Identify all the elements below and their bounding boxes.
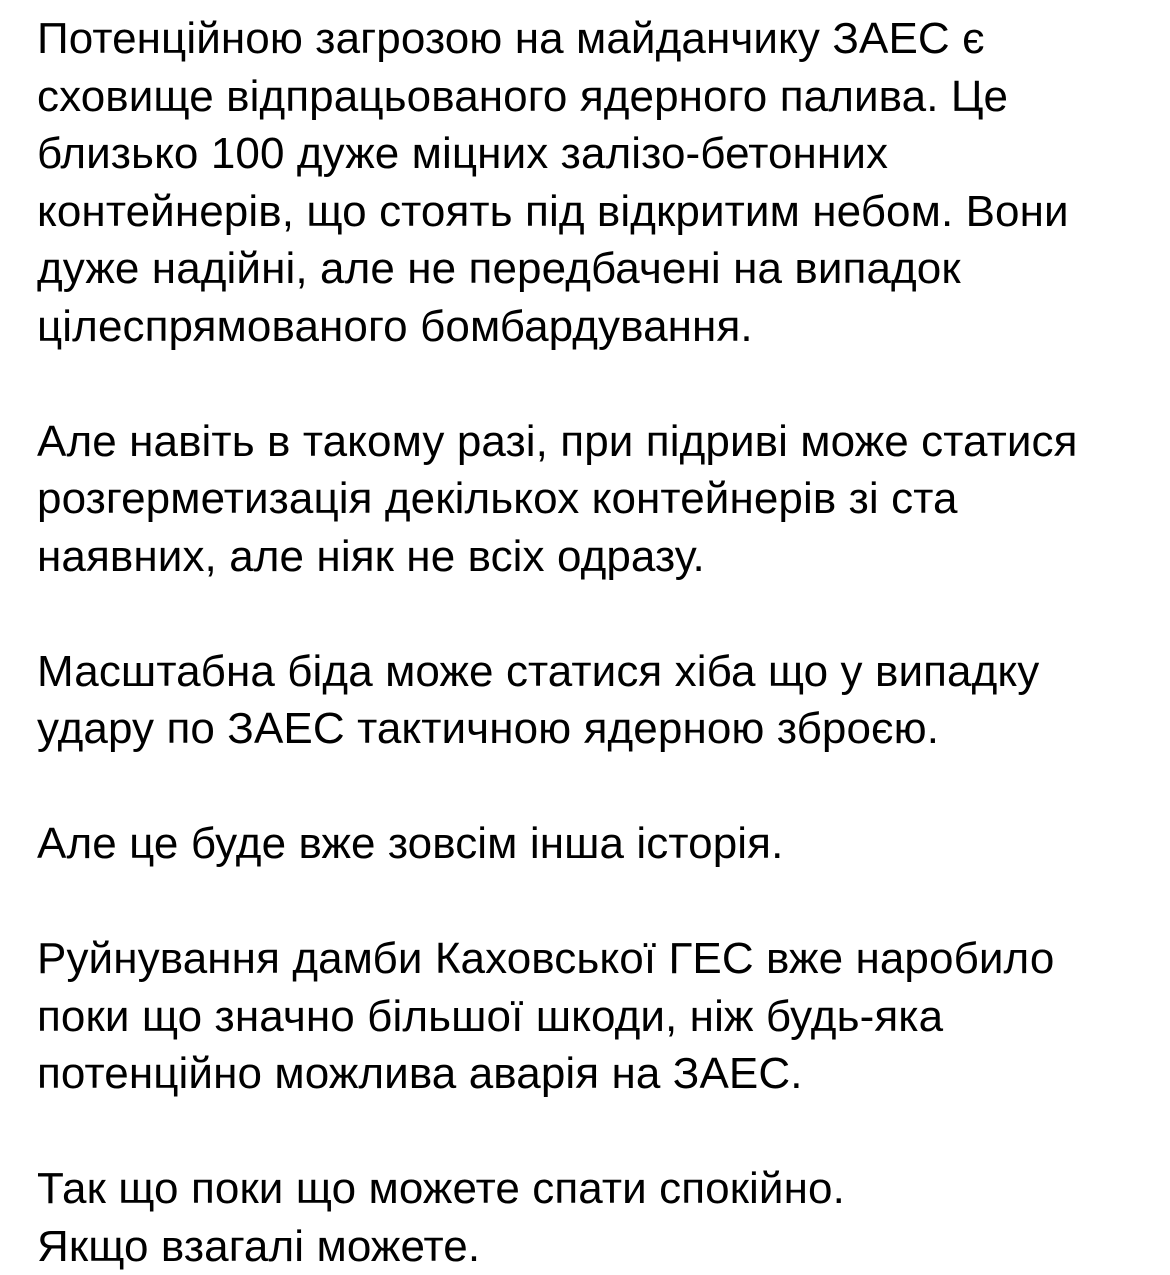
post-body <box>37 10 1157 1275</box>
paragraph: Але це буде вже зовсім інша історія. <box>37 819 784 868</box>
paragraph: Руйнування дамби Каховської ГЕС вже наробило поки що значно більшої шкоди, ніж будь-яка потенційно можлива аварія на ЗАЕС. <box>37 934 1055 1098</box>
paragraph: Масштабна біда може статися хіба що у випадку удару по ЗАЕС тактичною ядерною зброєю. <box>37 646 1040 753</box>
paragraph: Потенційною загрозою на майданчику ЗАЕС є сховище відпрацьованого ядерного палива. Це близько 100 дуже міцних залізо-бетонних контейнерів, що стоять під відкритим небом. Вони дуже надійні, але не передбачені на випадок цілеспрямованого бомбардування. <box>37 14 1069 351</box>
paragraph: Але навіть в такому разі, при підриві може статися розгерметизація декількох контейнерів зі ста наявних, але ніяк не всіх одразу. <box>37 416 1078 581</box>
paragraph: Так що поки що можете спати спокійно. Якщо взагалі можете. <box>37 1164 845 1271</box>
